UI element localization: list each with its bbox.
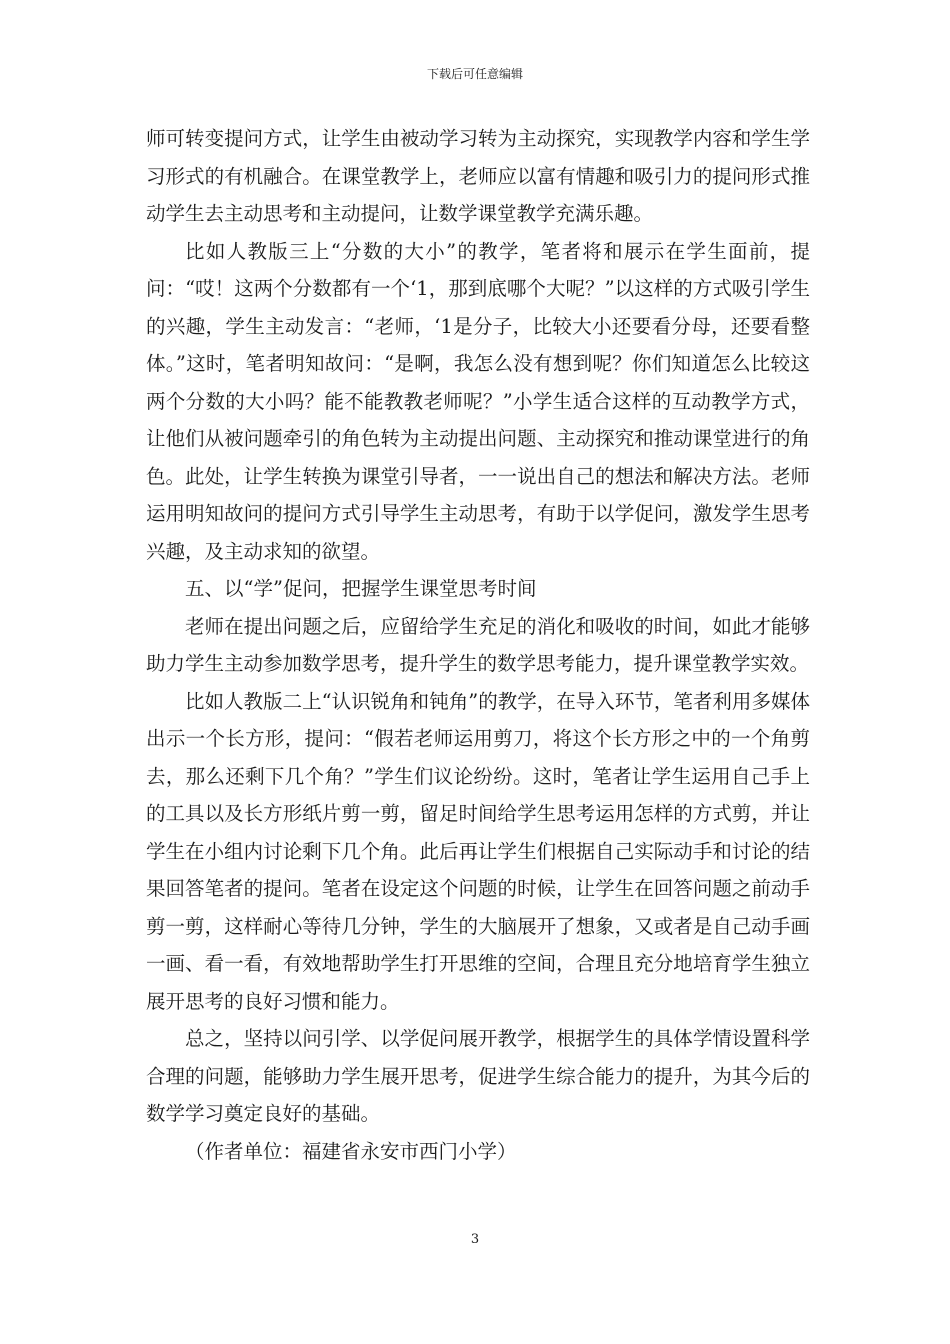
section-heading: 五、以“学”促问，把握学生课堂思考时间 [185, 577, 537, 600]
page-header: 下载后可任意编辑 [426, 67, 523, 81]
page-number: 3 [470, 1232, 480, 1247]
paragraph-3: 老师在提出问题之后，应留给学生充足的消化和吸收的时间，如此才能够助力学生主动参加数学思考，提升学生的数学思考能力，提升课堂教学实效。 [146, 614, 810, 675]
author-affiliation: （作者单位：福建省永安市西门小学） [185, 1139, 517, 1163]
document-body [146, 120, 810, 1170]
paragraph-4: 比如人教版二上“认识锐角和钝角”的教学，在导入环节，笔者利用多媒体出示一个长方形，提问：“假若老师运用剪刀，将这个长方形之中的一个角剪去，那么还剩下几个角？”学生们议论纷纷。这时，笔者让学生运用自己手上的工具以及长方形纸片剪一剪，留足时间给学生思考运用怎样的方式剪，并让学生在小组内讨论剩下几个角。此后再让学生们根据自己实际动手和讨论的结果回答笔者的提问。笔者在设定这个问题的时候，让学生在回答问题之前动手剪一剪，这样耐心等待几分钟，学生的大脑展开了想象，又或者是自己动手画一画、看一看，有效地帮助学生打开思维的空间，合理且充分地培育学生独立展开思考的良好习惯和能力。 [146, 689, 810, 1013]
paragraph-2: 比如人教版三上“分数的大小”的教学，笔者将和展示在学生面前，提问：“哎！这两个分数都有一个‘1，那到底哪个大呢？”以这样的方式吸引学生的兴趣，学生主动发言：“老师，‘1是分子，比较大小还要看分母，还要看整体。”这时，笔者明知故问：“是啊，我怎么没有想到呢？你们知道怎么比较这两个分数的大小吗？能不能教教老师呢？”小学生适合这样的互动教学方式，让他们从被问题牵引的角色转为主动提出问题、主动探究和推动课堂进行的角色。此处，让学生转换为课堂引导者，一一说出自己的想法和解决方法。老师运用明知故问的提问方式引导学生主动思考，有助于以学促问，激发学生思考兴趣，及主动求知的欲望。 [146, 239, 810, 563]
paragraph-5: 总之，坚持以问引学、以学促问展开教学，根据学生的具体学情设置科学合理的问题，能够助力学生展开思考，促进学生综合能力的提升，为其今后的数学学习奠定良好的基础。 [146, 1027, 810, 1125]
paragraph-1: 师可转变提问方式，让学生由被动学习转为主动探究，实现教学内容和学生学习形式的有机融合。在课堂教学上，老师应以富有情趣和吸引力的提问形式推动学生去主动思考和主动提问，让数学课堂教学充满乐趣。 [146, 127, 810, 225]
